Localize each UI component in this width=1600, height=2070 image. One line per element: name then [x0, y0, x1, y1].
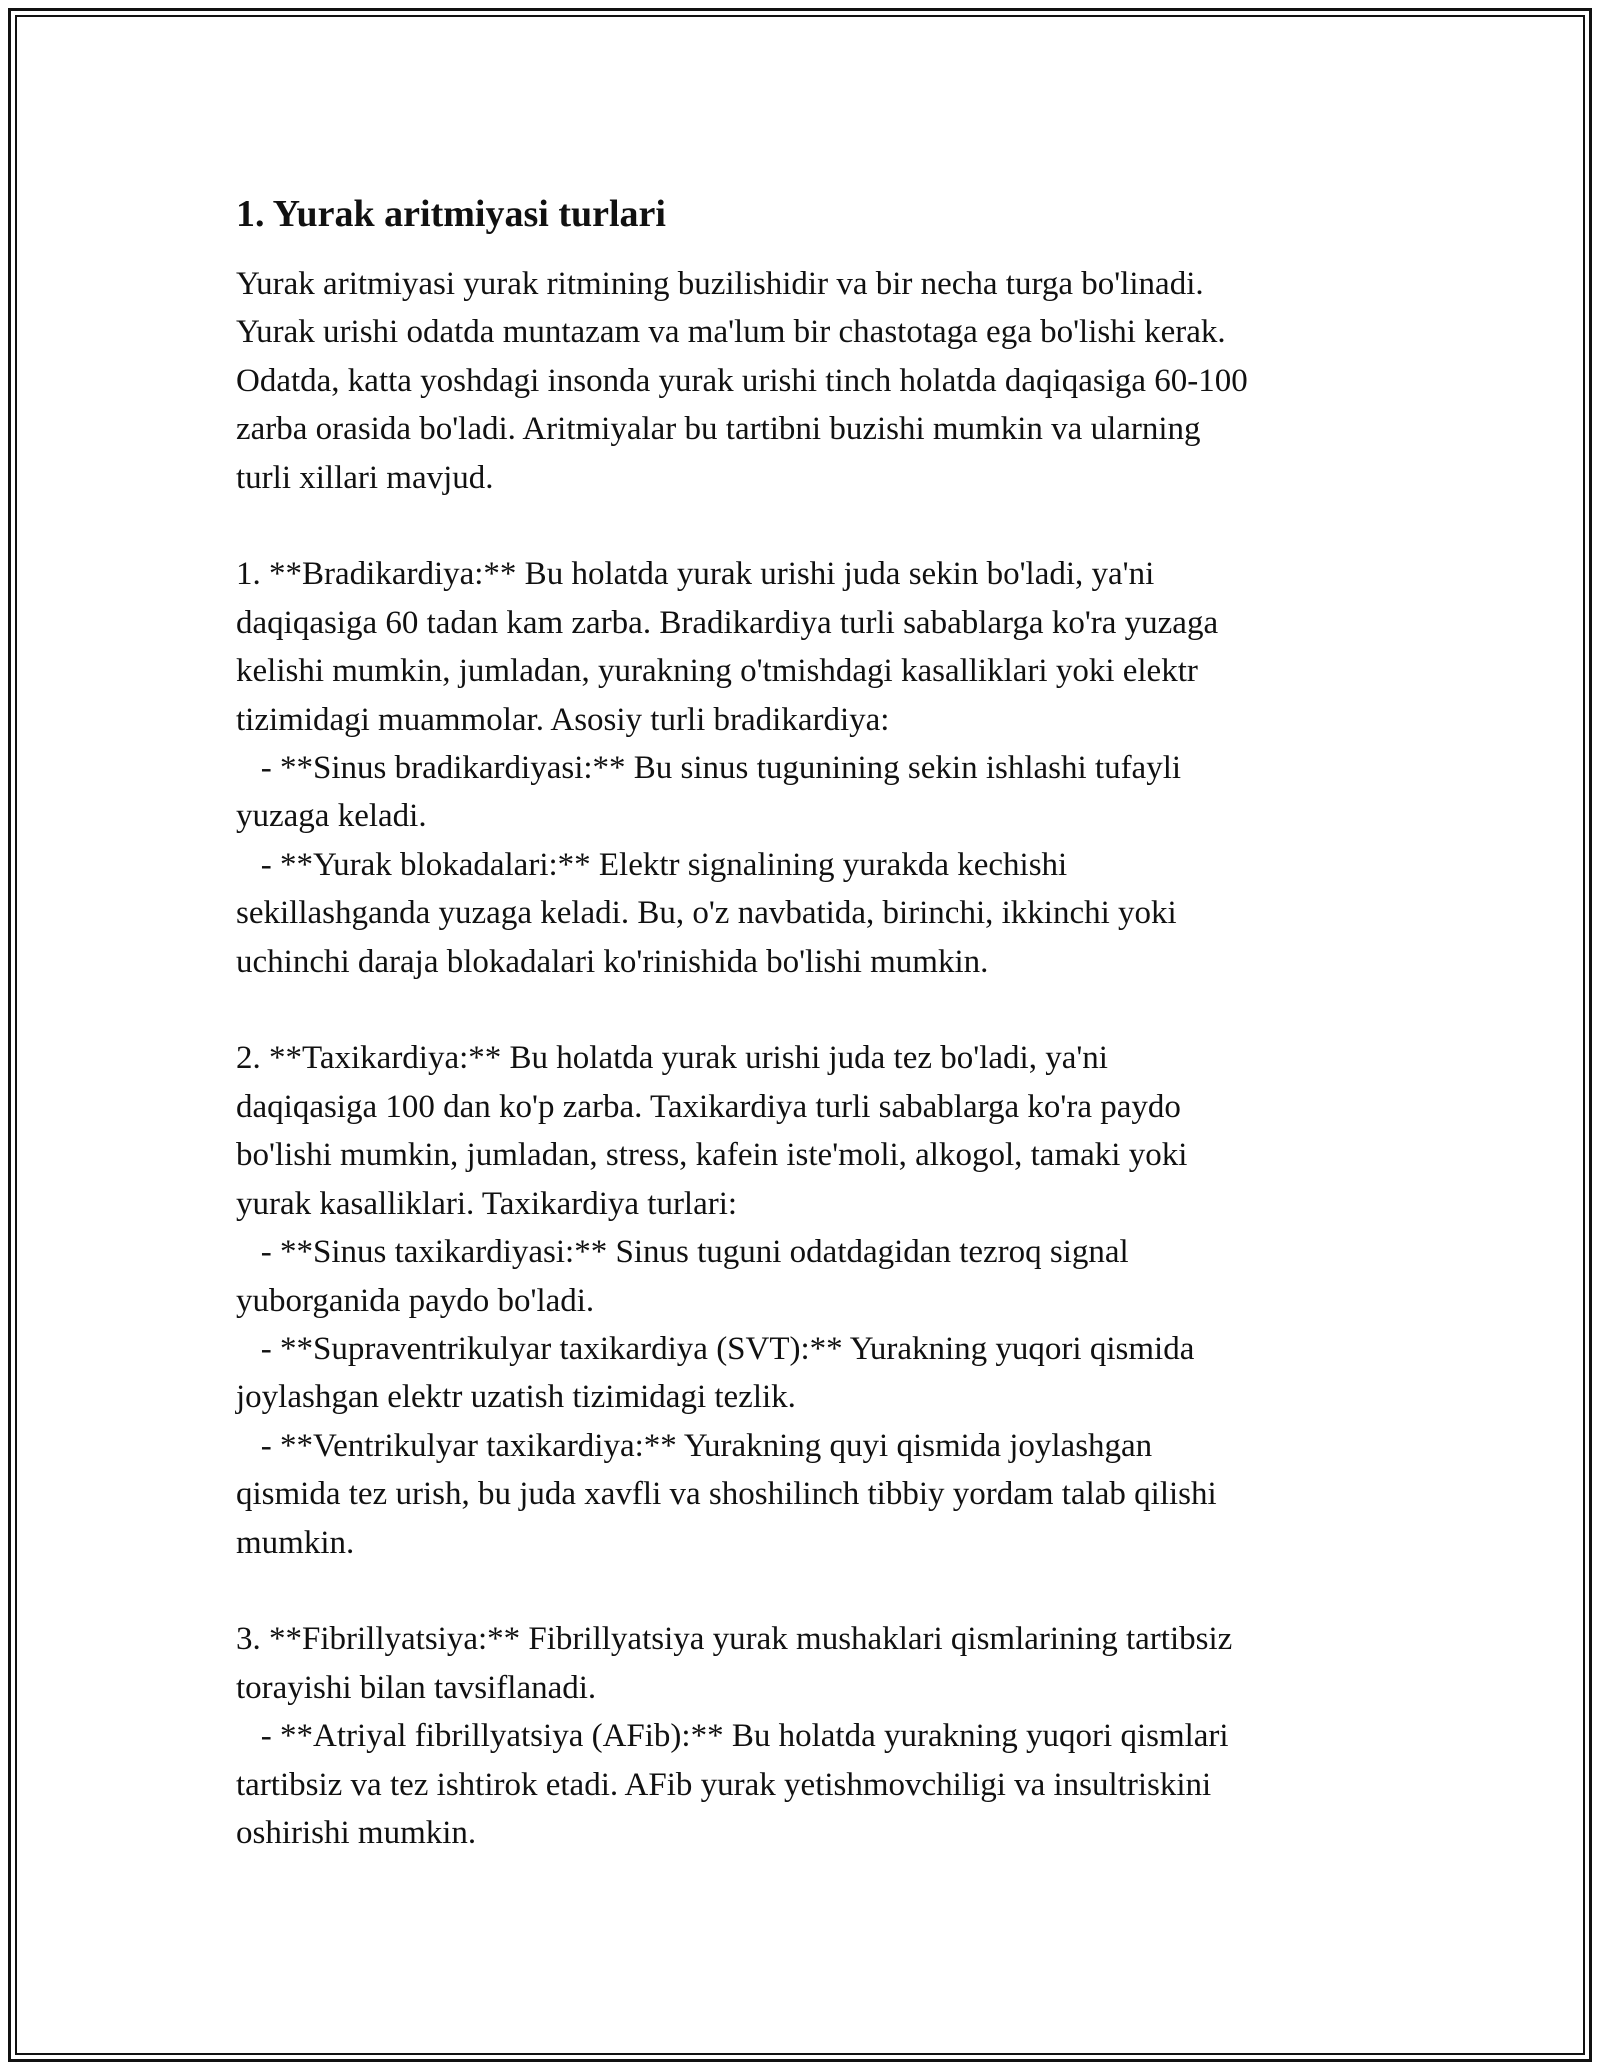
text-line: - **Atriyal fibrillyatsiya (AFib):** Bu holatda yurakning yuqori qismlari	[236, 1718, 1229, 1755]
text-line: zarba orasida bo'ladi. Aritmiyalar bu tartibni buzishi mumkin va ularning	[236, 411, 1201, 448]
text-line: 1. **Bradikardiya:** Bu holatda yurak urishi juda sekin bo'ladi, ya'ni	[236, 556, 1155, 593]
text-line: qismida tez urish, bu juda xavfli va shoshilinch tibbiy yordam talab qilishi	[236, 1476, 1217, 1513]
text-line: tizimidagi muammolar. Asosiy turli bradikardiya:	[236, 701, 890, 738]
text-line: sekillashganda yuzaga keladi. Bu, o'z navbatida, birinchi, ikkinchi yoki	[236, 895, 1177, 932]
text-line: oshirishi mumkin.	[236, 1814, 477, 1851]
document-page	[236, 178, 1416, 1857]
text-line: - **Sinus taxikardiyasi:** Sinus tuguni odatdagidan tezroq signal	[236, 1234, 1129, 1271]
text-line: - **Supraventrikulyar taxikardiya (SVT):** Yurakning yuqori qismida	[236, 1330, 1195, 1367]
text-line: mumkin.	[236, 1524, 355, 1561]
text-line: Yurak urishi odatda muntazam va ma'lum bir chastotaga ega bo'lishi kerak.	[236, 314, 1226, 351]
text-line	[236, 502, 1416, 550]
text-line: yuborganida paydo bo'ladi.	[236, 1282, 595, 1319]
text-line: daqiqasiga 100 dan ko'p zarba. Taxikardiya turli sabablarga ko'ra paydo	[236, 1088, 1181, 1125]
text-line: - **Sinus bradikardiyasi:** Bu sinus tugunining sekin ishlashi tufayli	[236, 750, 1182, 787]
text-line: 2. **Taxikardiya:** Bu holatda yurak urishi juda tez bo'ladi, ya'ni	[236, 1040, 1108, 1077]
text-line: yurak kasalliklari. Taxikardiya turlari:	[236, 1185, 738, 1222]
text-line: torayishi bilan tavsiflanadi.	[236, 1669, 597, 1706]
text-line: Yurak aritmiyasi yurak ritmining buzilishidir va bir necha turga bo'linadi.	[236, 266, 1204, 302]
text-line: daqiqasiga 60 tadan kam zarba. Bradikardiya turli sabablarga ko'ra yuzaga	[236, 604, 1219, 641]
text-line: tartibsiz va tez ishtirok etadi. AFib yurak yetishmovchiligi va insultriskini	[236, 1766, 1212, 1803]
text-line: turli xillari mavjud.	[236, 459, 494, 496]
text-line: yuzaga keladi.	[236, 798, 427, 835]
document-title: 1. Yurak aritmiyasi turlari	[236, 193, 666, 235]
text-line: uchinchi daraja blokadalari ko'rinishida bo'lishi mumkin.	[236, 943, 989, 980]
text-line: joylashgan elektr uzatish tizimidagi tezlik.	[236, 1379, 796, 1416]
document-body	[236, 260, 1416, 1857]
text-line: - **Ventrikulyar taxikardiya:** Yurakning quyi qismida joylashgan	[236, 1427, 1153, 1464]
text-line: 3. **Fibrillyatsiya:** Fibrillyatsiya yurak mushaklari qismlarining tartibsiz	[236, 1621, 1233, 1658]
text-line: Odatda, katta yoshdagi insonda yurak urishi tinch holatda daqiqasiga 60-100	[236, 362, 1248, 399]
text-line: - **Yurak blokadalari:** Elektr signalining yurakda kechishi	[236, 846, 1068, 883]
text-line: kelishi mumkin, jumladan, yurakning o'tmishdagi kasalliklari yoki elektr	[236, 653, 1198, 690]
text-line: bo'lishi mumkin, jumladan, stress, kafein iste'moli, alkogol, tamaki yoki	[236, 1137, 1188, 1174]
text-line	[236, 1567, 1416, 1615]
text-line	[236, 986, 1416, 1034]
